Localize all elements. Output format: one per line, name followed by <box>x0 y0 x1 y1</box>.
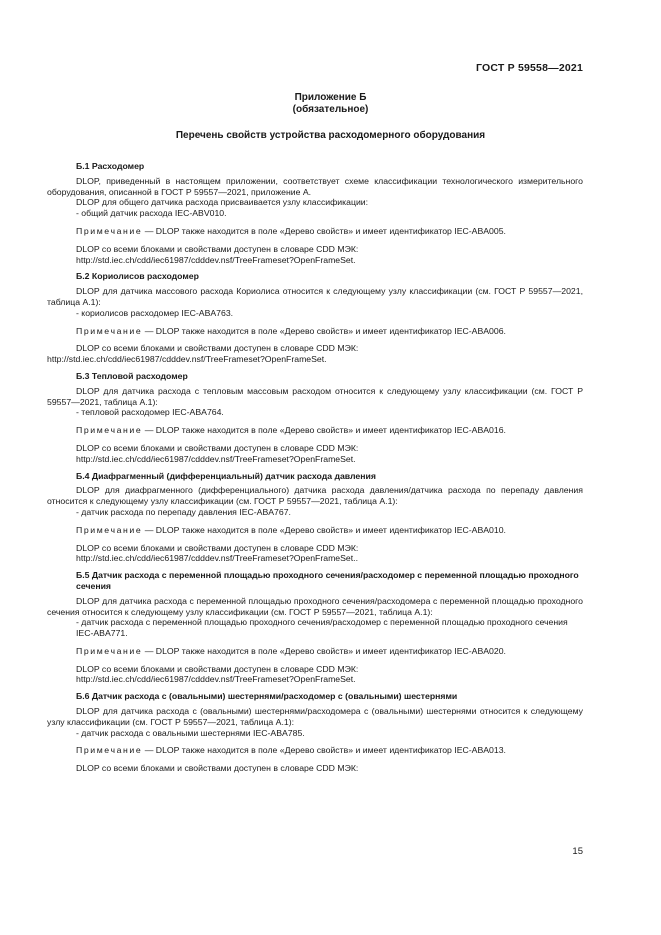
note-text: — DLOP также находится в поле «Дерево свойств» и имеет идентификатор IEC-ABA010. <box>142 524 506 535</box>
note-text: — DLOP также находится в поле «Дерево свойств» и имеет идентификатор IEC-ABA016. <box>142 425 506 436</box>
standard-number: ГОСТ Р 59558—2021 <box>475 62 583 74</box>
cdd-text: DLOP со всеми блоками и свойствами доступен в словаре CDD МЭК: <box>76 542 359 553</box>
note-label: Примечание <box>76 225 143 236</box>
section-b4 <box>47 471 583 565</box>
section-b1 <box>47 161 583 265</box>
note <box>47 326 583 337</box>
cdd-link[interactable]: http://std.iec.ch/cdd/iec61987/cdddev.nsf/TreeFrameset?OpenFrameSet. <box>47 354 327 365</box>
section-paragraph: DLOP для датчика расхода с переменной площадью проходного сечения/расходомера с переменной площадью проходного сечения относится к следующему узлу классификации (см. ГОСТ Р 59557—2021, таблица А.1): <box>47 595 583 617</box>
appendix-status: (обязательное) <box>292 104 369 115</box>
section-paragraph: DLOP для датчика расхода с тепловым массовым расходом относится к следующему узлу классификации (см. ГОСТ Р 59557—2021, таблица А.1): <box>47 385 583 407</box>
appendix-subject-title: Перечень свойств устройства расходомерного оборудования <box>175 130 486 141</box>
cdd-text: DLOP со всеми блоками и свойствами доступен в словаре CDD МЭК: <box>76 442 359 453</box>
list-item: - кориолисов расходомер IEC-ABA763. <box>76 307 234 318</box>
appendix-title: Приложение Б <box>294 92 367 103</box>
note-text: — DLOP также находится в поле «Дерево свойств» и имеет идентификатор IEC-ABA006. <box>142 325 506 336</box>
cdd-text: DLOP со всеми блоками и свойствами доступен в словаре CDD МЭК: <box>76 663 359 674</box>
note-text: — DLOP также находится в поле «Дерево свойств» и имеет идентификатор IEC-ABA005. <box>142 225 506 236</box>
note <box>47 525 583 536</box>
note-label: Примечание <box>76 425 143 436</box>
section-heading: Б.3 Тепловой расходомер <box>76 370 188 381</box>
appendix-heading <box>0 92 661 116</box>
note <box>47 646 583 657</box>
cdd-text: DLOP со всеми блоками и свойствами доступен в словаре CDD МЭК: <box>76 243 359 254</box>
document-body <box>47 161 583 780</box>
list-item: - общий датчик расхода IEC-ABV010. <box>76 208 227 219</box>
cdd-text: DLOP со всеми блоками и свойствами доступен в словаре CDD МЭК: <box>76 763 359 774</box>
note-text: — DLOP также находится в поле «Дерево свойств» и имеет идентификатор IEC-ABA020. <box>142 645 506 656</box>
section-b2 <box>47 271 583 365</box>
section-paragraph: DLOP для диафрагменного (дифференциального) датчика расхода давления/датчика расхода по перепаду давления относится к следующему узлу классификации (см. ГОСТ Р 59557—2021, таблица А.1): <box>47 485 583 507</box>
section-heading: Б.5 Датчик расхода с переменной площадью проходного сечения/расходомер с переменной площадью проходного сечения <box>76 570 579 591</box>
note-label: Примечание <box>76 524 143 535</box>
note <box>47 745 583 756</box>
cdd-text: DLOP со всеми блоками и свойствами доступен в словаре CDD МЭК: <box>76 343 359 354</box>
section-paragraph: DLOP для датчика массового расхода Кориолиса относится к следующему узлу классификации (см. ГОСТ Р 59557—2021, таблица А.1): <box>47 286 583 307</box>
cdd-link[interactable]: http://std.iec.ch/cdd/iec61987/cdddev.nsf/TreeFrameset?OpenFrameSet.. <box>76 553 359 564</box>
list-item: - датчик расхода по перепаду давления IEC-ABA767. <box>76 506 291 517</box>
page-number: 15 <box>572 846 583 857</box>
note <box>47 226 583 237</box>
section-heading: Б.6 Датчик расхода с (овальными) шестернями/расходомер с (овальными) шестернями <box>76 691 458 702</box>
section-heading: Б.4 Диафрагменный (дифференциальный) датчик расхода давления <box>76 470 376 481</box>
cdd-link[interactable]: http://std.iec.ch/cdd/iec61987/cdddev.nsf/TreeFrameset?OpenFrameSet. <box>76 674 356 685</box>
list-item: - тепловой расходомер IEC-ABA764. <box>76 407 224 418</box>
note <box>47 425 583 436</box>
cdd-link[interactable]: http://std.iec.ch/cdd/iec61987/cdddev.nsf/TreeFrameset?OpenFrameSet. <box>76 254 356 265</box>
section-b3 <box>47 371 583 465</box>
list-item: - датчик расхода с овальными шестернями IEC-ABA785. <box>76 727 305 738</box>
note-label: Примечание <box>76 325 143 336</box>
list-item: - датчик расхода с переменной площадью проходного сечения/расходомер с переменной площадью проходного сечения IEC-ABA771. <box>76 617 568 639</box>
section-b5 <box>47 570 583 685</box>
section-paragraph: DLOP для датчика расхода с (овальными) шестернями/расходомера с (овальными) шестернями относится к следующему узлу классификации (см. ГОСТ Р 59557—2021, таблица А.1): <box>47 706 583 727</box>
section-heading: Б.2 Кориолисов расходомер <box>76 271 199 282</box>
section-heading: Б.1 Расходомер <box>76 161 145 171</box>
note-label: Примечание <box>76 745 143 756</box>
section-paragraph: DLOP, приведенный в настоящем приложении, соответствует схеме классификации технологического измерительного оборудования, описанной в ГОСТ Р 59557—2021, приложение А. <box>47 175 583 197</box>
note-label: Примечание <box>76 645 143 656</box>
note-text: — DLOP также находится в поле «Дерево свойств» и имеет идентификатор IEC-ABA013. <box>142 745 506 756</box>
cdd-link[interactable]: http://std.iec.ch/cdd/iec61987/cdddev.nsf/TreeFrameset?OpenFrameSet. <box>76 453 356 464</box>
section-paragraph: DLOP для общего датчика расхода присваивается узлу классификации: <box>76 197 369 208</box>
section-b6 <box>47 691 583 774</box>
